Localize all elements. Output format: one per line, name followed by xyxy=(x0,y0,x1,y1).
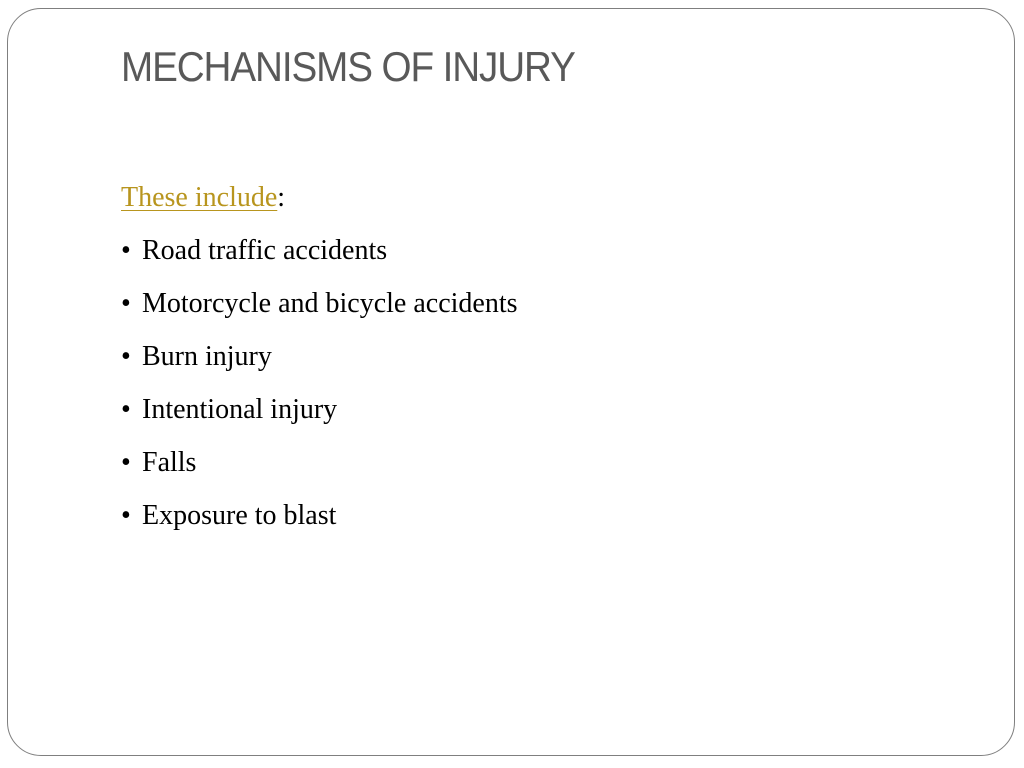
list-item-text: Burn injury xyxy=(142,341,272,372)
list-item xyxy=(121,436,921,489)
bullet-icon: • xyxy=(121,394,131,425)
list-item-text: Intentional injury xyxy=(142,394,338,425)
bullet-icon: • xyxy=(121,500,131,531)
bullet-icon: • xyxy=(121,341,131,372)
slide-title: MECHANISMS OF INJURY xyxy=(121,43,575,90)
bullet-icon: • xyxy=(121,447,131,478)
list-item-text: Motorcycle and bicycle accidents xyxy=(142,288,518,319)
slide-body xyxy=(121,171,921,542)
intro-colon: : xyxy=(277,182,286,213)
slide-frame xyxy=(7,8,1015,756)
list-item-text: Falls xyxy=(142,447,197,478)
these-include-link[interactable]: These include xyxy=(121,182,278,213)
bullet-icon: • xyxy=(121,288,131,319)
bullet-icon: • xyxy=(121,235,131,266)
list-item xyxy=(121,330,921,383)
list-item-text: Exposure to blast xyxy=(142,500,337,531)
list-item xyxy=(121,489,921,542)
list-item-text: Road traffic accidents xyxy=(142,235,388,266)
bullet-list xyxy=(121,224,921,542)
list-item xyxy=(121,277,921,330)
intro-line xyxy=(121,171,921,224)
list-item xyxy=(121,224,921,277)
list-item xyxy=(121,383,921,436)
